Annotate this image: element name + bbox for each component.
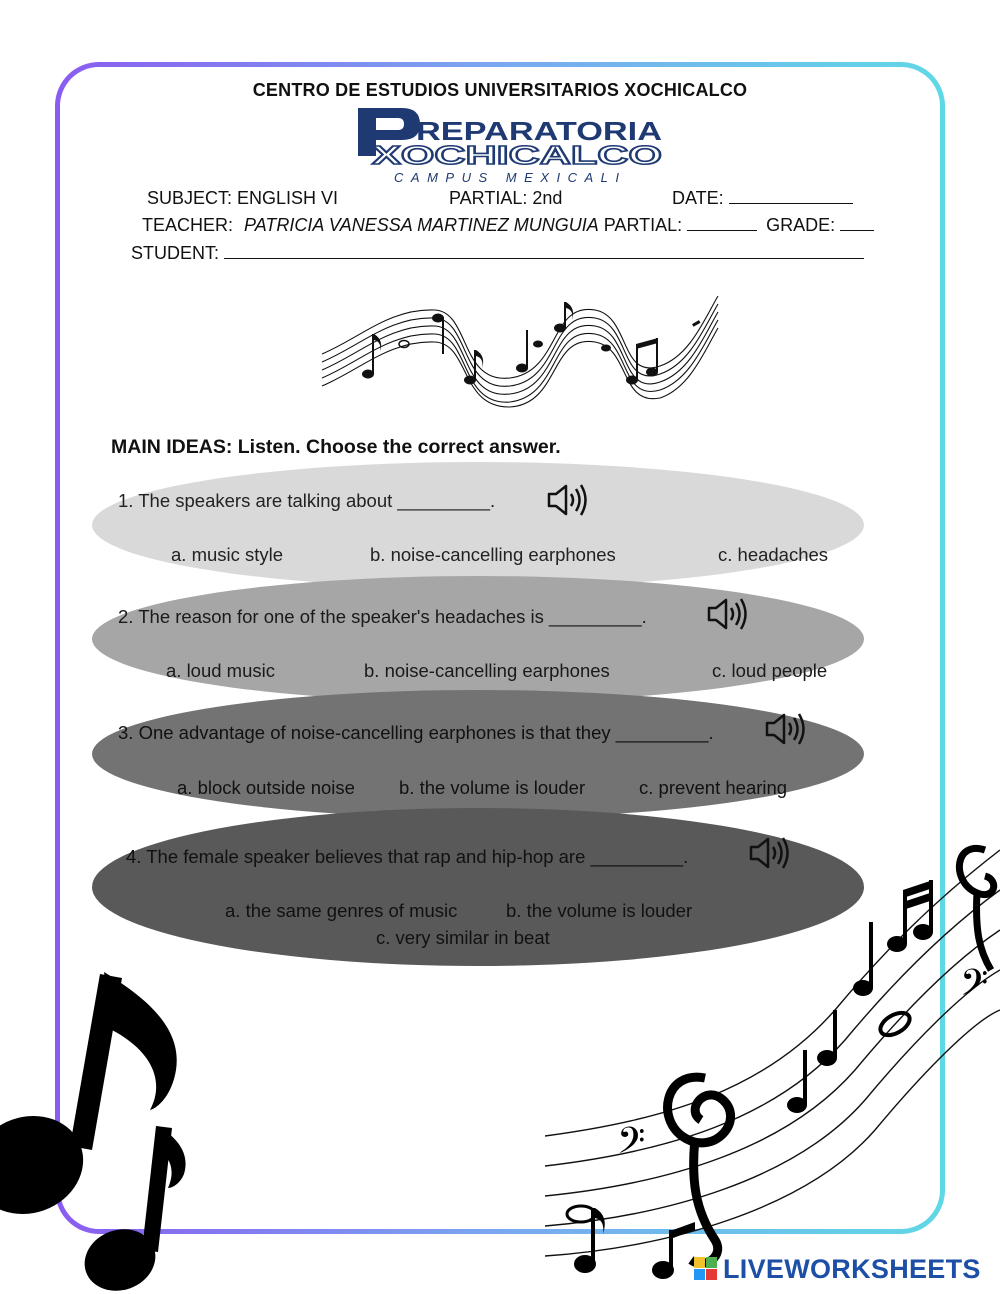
svg-text:𝄢: 𝄢: [960, 962, 989, 1013]
q1-option-c[interactable]: c. headaches: [718, 544, 829, 565]
liveworksheets-logo-icon: [693, 1255, 719, 1283]
q3-option-b[interactable]: b. the volume is louder: [399, 777, 586, 798]
date-label: DATE:: [672, 188, 724, 208]
q1-option-a[interactable]: a. music style: [171, 544, 284, 565]
q3-option-a[interactable]: a. block outside noise: [177, 777, 355, 798]
speaker-icon[interactable]: [706, 596, 750, 632]
student-blank[interactable]: [224, 244, 864, 259]
question-2-text: 2. The reason for one of the speaker's headaches is _________.: [118, 606, 647, 627]
question-2-oval: [92, 576, 864, 702]
instructions: MAIN IDEAS: Listen. Choose the correct answer.: [111, 436, 561, 458]
speaker-icon[interactable]: [546, 482, 590, 518]
logo-line1: REPARATORIA: [416, 116, 663, 146]
speaker-icon[interactable]: [764, 711, 808, 747]
logo-line2: XOCHICALCO: [372, 140, 662, 170]
music-note-icon: [0, 960, 210, 1294]
q4-option-c[interactable]: c. very similar in beat: [376, 927, 550, 948]
partial-label: PARTIAL: 2nd: [449, 188, 563, 208]
date-field[interactable]: [672, 188, 853, 209]
question-1-text: 1. The speakers are talking about _________.: [118, 490, 496, 511]
school-logo: [350, 102, 670, 186]
question-3-text: 3. One advantage of noise-cancelling earphones is that they _________.: [118, 722, 714, 743]
q4-option-b[interactable]: b. the volume is louder: [506, 900, 693, 921]
q1-option-b[interactable]: b. noise-cancelling earphones: [370, 544, 616, 565]
music-staff-image: [320, 288, 720, 408]
grade-label: GRADE:: [766, 215, 836, 235]
svg-text:𝄢: 𝄢: [617, 1120, 646, 1171]
school-name: CENTRO DE ESTUDIOS UNIVERSITARIOS XOCHICALCO: [252, 80, 748, 100]
q2-option-c[interactable]: c. loud people: [712, 660, 828, 681]
teacher-line: [142, 215, 874, 236]
partial2-blank[interactable]: [687, 216, 757, 231]
logo-campus: CAMPUS MEXICALI: [394, 170, 622, 185]
date-blank[interactable]: [729, 189, 853, 204]
q2-option-a[interactable]: a. loud music: [166, 660, 275, 681]
student-line[interactable]: [131, 243, 864, 264]
student-label: STUDENT:: [131, 243, 220, 263]
subject-label: SUBJECT: ENGLISH VI: [147, 188, 339, 208]
teacher-label: TEACHER:: [142, 215, 234, 235]
liveworksheets-brand[interactable]: [693, 1252, 981, 1286]
q4-option-a[interactable]: a. the same genres of music: [225, 900, 458, 921]
q3-option-c[interactable]: c. prevent hearing: [639, 777, 788, 798]
partial2-label: PARTIAL:: [603, 215, 683, 235]
question-1-oval: [92, 462, 864, 588]
music-staff-decoration: [545, 820, 1000, 1294]
grade-blank[interactable]: [840, 216, 874, 231]
teacher-name: PATRICIA VANESSA MARTINEZ MUNGUIA: [244, 215, 599, 235]
q2-option-b[interactable]: b. noise-cancelling earphones: [364, 660, 610, 681]
brand-text: LIVEWORKSHEETS: [723, 1253, 981, 1284]
question-4-text: 4. The female speaker believes that rap and hip-hop are _________.: [126, 846, 689, 867]
